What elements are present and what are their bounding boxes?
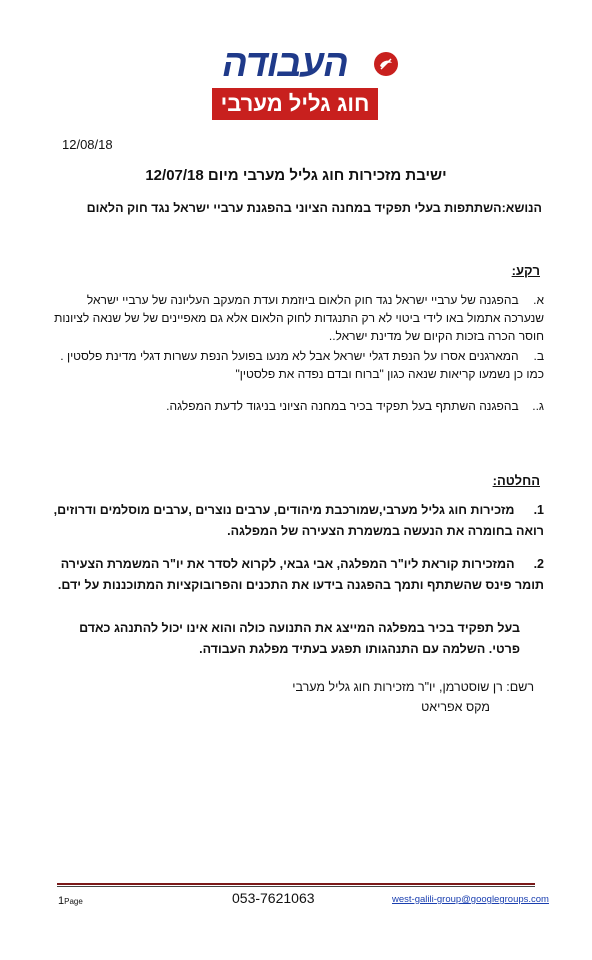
item-text: המארגנים אסרו על הנפת דגלי ישראל אבל לא מנעו בפועל הנפת עשרות דגלי מדינת פלסטין . כמו כן נשמעו קריאות שנאה כגון "ברוח ובדם נפדה את פלסטין" (60, 349, 544, 381)
item-marker: ב. (533, 349, 544, 363)
background-item (48, 291, 544, 345)
page-label: Page (64, 897, 83, 906)
item-marker: א. (533, 293, 544, 307)
item-text: מזכירות חוג גליל מערבי,שמורכבת מיהודים, ערבים נוצרים ,ערבים מוסלמים ודרוזים, רואה בחומרה את הנעשה במשמרת הצעירה של המפלגה. (53, 503, 544, 538)
document-subject: הנושא:השתתפות בעלי תפקיד במחנה הציוני בהפגנת ערביי ישראל נגד חוק הלאום (86, 201, 542, 215)
item-text: בהפגנה השתתף בעל תפקיד בכיר במחנה הציוני בניגוד לדעת המפלגה. (166, 399, 519, 413)
signature-block (214, 677, 534, 717)
background-heading: רקע: (511, 263, 540, 278)
decision-item-continuation: בעל תפקיד בכיר במפלגה המייצג את התנועה כולה והוא אינו יכול להתנהג כאדם פרטי. השלמה עם התנהגותו תפגע בעתיד מפלגת העבודה. (79, 621, 520, 656)
footer-phone: 053-7621063 (232, 890, 315, 906)
recorder-name: מקס אפריאט (421, 700, 490, 714)
item-text: המזכירות קוראת ליו"ר המפלגה, אבי גבאי, לקרוא לסדר את יו"ר המשמרת הצעירה תומר פינס שהשתתף ותמך בהפגנה בידעו את התכנים והפרובוקציות המתוכננות על ידם. (57, 557, 544, 592)
item-number: 1. (533, 503, 544, 517)
recorder-line: רשם: רן שוסטרמן, יו"ר מזכירות חוג גליל מערבי (292, 680, 534, 694)
decision-heading: החלטה: (492, 473, 540, 488)
party-logo (0, 44, 592, 84)
item-marker: ג.. (532, 399, 544, 413)
decision-item (44, 500, 544, 542)
rose-logo-icon (372, 50, 400, 78)
background-item (48, 397, 544, 415)
footer-divider (57, 883, 535, 885)
background-item (48, 347, 544, 383)
document-title: ישיבת מזכירות חוג גליל מערבי מיום 12/07/18 (145, 167, 447, 184)
decision-item (44, 554, 544, 596)
page-number-value: 1 (58, 895, 65, 907)
item-number: 2. (533, 557, 544, 571)
document-date: 12/08/18 (62, 137, 113, 152)
item-text: בהפגנה של ערביי ישראל נגד חוק הלאום ביוזמת ועדת המעקב העליונה של ערביי ישראל שנערכה אתמול באו לידי ביטוי לא רק התנגדות לחוק הלאום אלא גם מאפיינים של של שנאה לציונות חוסר הכרה בזכות הקיום של מדינת ישראל.. (54, 293, 544, 343)
page-number (58, 895, 83, 907)
logo-text: העבודה (222, 43, 348, 85)
footer-divider (57, 886, 535, 887)
footer-email-link[interactable]: west-galili-group@googlegroups.com (392, 894, 549, 905)
branch-banner: חוג גליל מערבי (212, 88, 378, 120)
